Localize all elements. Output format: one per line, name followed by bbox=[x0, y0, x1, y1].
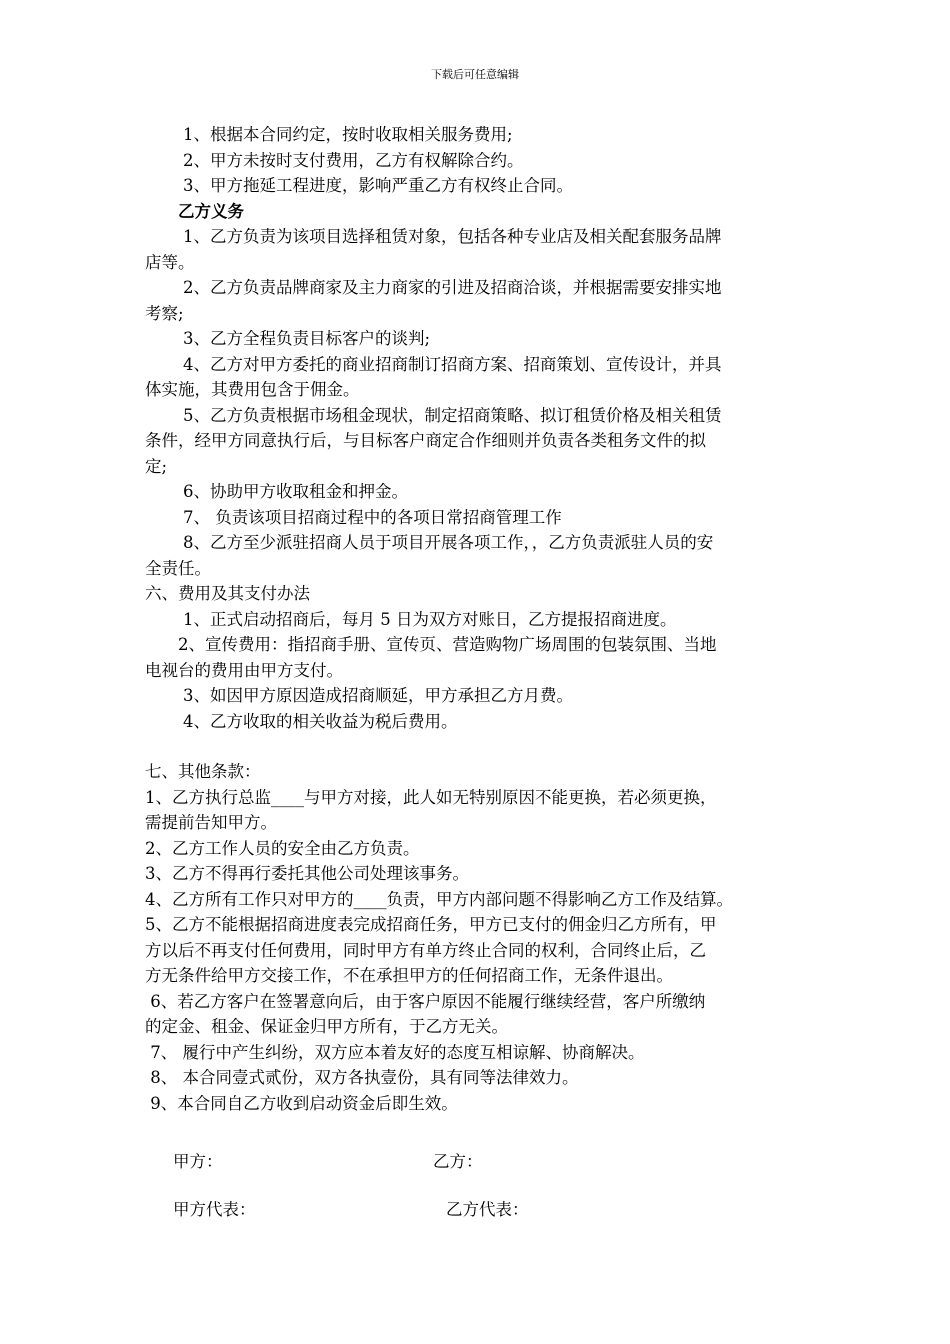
obligation-item: 1、乙方负责为该项目选择租赁对象，包括各种专业店及相关配套服务品牌 店等。 bbox=[145, 227, 722, 272]
party-b-representative-label: 乙方代表： bbox=[446, 1200, 529, 1219]
fee-item: 2、宣传费用：指招商手册、宣传页、营造购物广场周围的包装氛围、当地 电视台的费用由甲方支付。 bbox=[145, 635, 717, 680]
obligation-item: 6、协助甲方收取租金和押金。 bbox=[183, 482, 408, 501]
obligation-item: 3、乙方全程负责目标客户的谈判; bbox=[183, 329, 431, 348]
clause-item: 1、乙方执行总监____与甲方对接，此人如无特别原因不能更换，若必须更换， 需提前告知甲方。 bbox=[145, 787, 717, 832]
party-b-label: 乙方： bbox=[433, 1152, 483, 1171]
clause-item: 2、乙方工作人员的安全由乙方负责。 bbox=[145, 838, 420, 858]
blank-field: ____ bbox=[353, 889, 387, 909]
page-header: 下载后可任意编辑 bbox=[431, 68, 519, 81]
clause-item: 3、乙方不得再行委托其他公司处理该事务。 bbox=[145, 864, 469, 883]
fee-item: 1、正式启动招商后，每月 5 日为双方对账日，乙方提报招商进度。 bbox=[183, 609, 677, 629]
fee-item: 3、如因甲方原因造成招商顺延，甲方承担乙方月费。 bbox=[183, 686, 573, 705]
obligation-item: 2、乙方负责品牌商家及主力商家的引进及招商洽谈，并根据需要安排实地 考察; bbox=[145, 278, 722, 323]
obligation-item: 4、乙方对甲方委托的商业招商制订招商方案、招商策划、宣传设计，并具 体实施，其费用包含于佣金。 bbox=[145, 354, 722, 399]
section-title: 七、其他条款： bbox=[145, 762, 261, 781]
right-item: 2、甲方未按时支付费用，乙方有权解除合约。 bbox=[183, 150, 524, 170]
obligations-heading: 乙方义务 bbox=[178, 201, 244, 221]
clause-item: 9、本合同自乙方收到启动资金后即生效。 bbox=[145, 1093, 458, 1113]
clause-item: 8、 本合同壹式贰份，双方各执壹份，具有同等法律效力。 bbox=[145, 1068, 579, 1087]
contract-body bbox=[145, 122, 815, 1116]
party-a-label: 甲方： bbox=[173, 1152, 223, 1171]
right-item: 3、甲方拖延工程进度，影响严重乙方有权终止合同。 bbox=[183, 176, 573, 195]
clause-item: 6、若乙方客户在签署意向后，由于客户原因不能履行继续经营，客户所缴纳 的定金、租金、保证金归甲方所有，于乙方无关。 bbox=[145, 991, 706, 1036]
right-item: 1、根据本合同约定，按时收取相关服务费用; bbox=[183, 125, 513, 144]
obligation-item: 7、 负责该项目招商过程中的各项日常招商管理工作 bbox=[183, 507, 562, 527]
blank-field: ____ bbox=[271, 787, 304, 807]
party-a-representative-label: 甲方代表： bbox=[173, 1200, 256, 1219]
obligation-item: 5、乙方负责根据市场租金现状，制定招商策略、拟订租赁价格及相关租赁 条件，经甲方同意执行后，与目标客户商定合作细则并负责各类租务文件的拟 定; bbox=[145, 405, 722, 476]
section-title: 六、费用及其支付办法 bbox=[145, 584, 310, 603]
clause-item: 5、乙方不能根据招商进度表完成招商任务，甲方已支付的佣金归乙方所有，甲 方以后不再支付任何费用，同时甲方有单方终止合同的权利，合同终止后，乙 方无条件给甲方交接工作，不在承担甲方的任何招商工作，无条件退出。 bbox=[145, 915, 717, 985]
fee-item: 4、乙方收取的相关收益为税后费用。 bbox=[183, 711, 458, 731]
clause-item: 7、 履行中产生纠纷，双方应本着友好的态度互相谅解、协商解决。 bbox=[145, 1042, 645, 1062]
obligation-item: 8、乙方至少派驻招商人员于项目开展各项工作，，乙方负责派驻人员的安 全责任。 bbox=[145, 533, 714, 578]
clause-item: 4、乙方所有工作只对甲方的____负责，甲方内部问题不得影响乙方工作及结算。 bbox=[145, 889, 733, 909]
